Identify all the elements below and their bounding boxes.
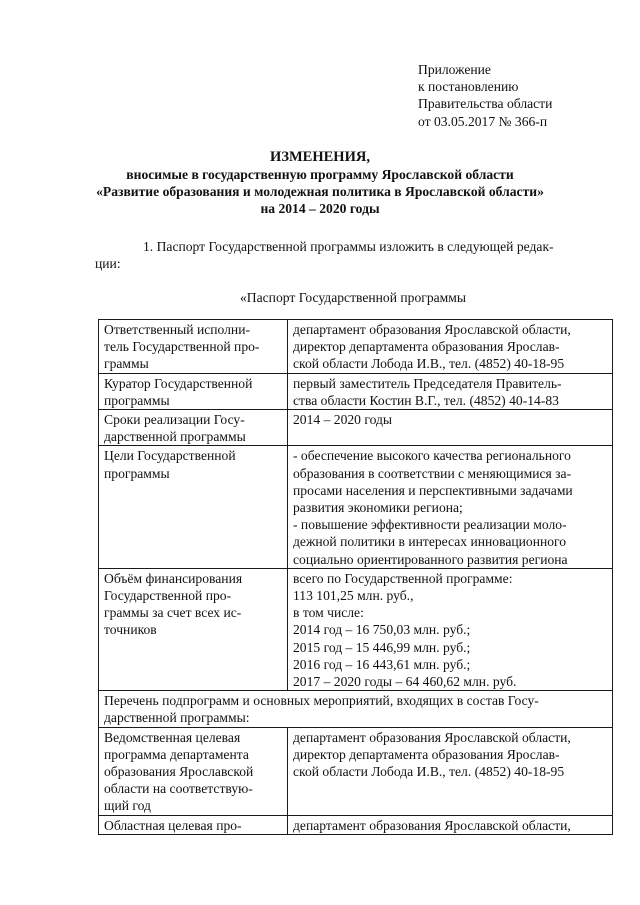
cell-line: департамент образования Ярославской области, xyxy=(293,729,571,745)
cell-line: ства области Костин В.Г., тел. (4852) 40-14-83 xyxy=(293,392,559,408)
table-row xyxy=(99,410,613,446)
table-row xyxy=(99,568,613,690)
row-value xyxy=(288,446,613,568)
cell-line: тель Государственной про- xyxy=(104,339,260,355)
appendix-block xyxy=(418,61,552,130)
cell-line: образования Ярославской xyxy=(104,764,254,780)
cell-line: 113 101,25 млн. руб., xyxy=(293,588,414,604)
row-label xyxy=(99,727,288,815)
cell-line: всего по Государственной программе: xyxy=(293,570,513,586)
intro-line: ции: xyxy=(95,256,121,272)
cell-line: развития экономики региона; xyxy=(293,500,463,516)
passport-title: «Паспорт Государственной программы xyxy=(239,290,467,305)
table-row xyxy=(99,727,613,815)
row-value xyxy=(288,373,613,409)
document-title xyxy=(95,149,545,218)
cell-line: Куратор Государственной xyxy=(104,375,253,391)
passport-table xyxy=(98,319,613,835)
table-row xyxy=(99,446,613,568)
cell-line: департамент образования Ярославской области, xyxy=(293,322,571,337)
cell-line: граммы xyxy=(104,356,149,372)
cell-line: - повышение эффективности реализации моло- xyxy=(293,517,567,533)
title-line: вносимые в государственную программу Ярославской области xyxy=(126,167,514,182)
cell-line: 2014 год – 16 750,03 млн. руб.; xyxy=(293,622,471,638)
table-row xyxy=(99,815,613,834)
cell-line: дарственной программы xyxy=(104,429,246,445)
cell-line: - обеспечение высокого качества регионального xyxy=(293,448,571,464)
cell-line: в том числе: xyxy=(293,605,364,621)
cell-line: программы xyxy=(104,392,170,408)
cell-line: 2017 – 2020 годы – 64 460,62 млн. руб. xyxy=(293,674,517,690)
row-value xyxy=(288,727,613,815)
section-header-cell xyxy=(99,691,613,727)
row-label xyxy=(99,568,288,690)
row-label xyxy=(99,373,288,409)
appendix-date: от 03.05.2017 № 366-п xyxy=(418,113,548,129)
cell-line: области на соответствую- xyxy=(104,781,253,797)
title-heading: ИЗМЕНЕНИЯ, xyxy=(270,149,370,165)
cell-line: ской области Лобода И.В., тел. (4852) 40-18-95 xyxy=(293,356,565,372)
cell-line: Государственной про- xyxy=(104,588,232,604)
cell-line: директор департамента образования Ярослав- xyxy=(293,339,560,355)
cell-line: директор департамента образования Ярослав- xyxy=(293,746,560,762)
title-line: «Развитие образования и молодежная политика в Ярославской области» xyxy=(96,184,544,200)
cell-line: дарственной программы: xyxy=(104,710,250,726)
cell-line: просами населения и перспективными задачами xyxy=(293,482,573,498)
cell-line: Ответственный исполни- xyxy=(104,322,250,337)
cell-line: Ведомственная целевая xyxy=(104,729,241,745)
cell-line: щий год xyxy=(104,798,151,814)
row-label xyxy=(99,815,288,834)
cell-line: программа департамента xyxy=(104,746,249,762)
cell-line: программы xyxy=(104,465,170,481)
cell-line: точников xyxy=(104,622,157,638)
row-value xyxy=(288,815,613,834)
appendix-line: к постановлению xyxy=(418,79,519,95)
table-section-header xyxy=(99,691,613,727)
cell-line: Объём финансирования xyxy=(104,570,243,586)
table-row xyxy=(99,373,613,409)
cell-line: 2015 год – 15 446,99 млн. руб.; xyxy=(293,639,471,655)
row-label xyxy=(99,446,288,568)
row-label xyxy=(99,320,288,374)
cell-line: 2014 – 2020 годы xyxy=(293,412,393,428)
cell-line: департамент образования Ярославской области, xyxy=(293,817,571,833)
cell-line: Перечень подпрограмм и основных мероприятий, входящих в состав Госу- xyxy=(104,693,539,709)
row-value xyxy=(288,410,613,446)
row-value xyxy=(288,320,613,374)
cell-line: образования в соответствии с меняющимися за- xyxy=(293,465,572,481)
table-row xyxy=(99,320,613,374)
appendix-line: Приложение xyxy=(418,62,491,77)
intro-paragraph xyxy=(95,238,611,272)
cell-line: Цели Государственной xyxy=(104,448,236,464)
intro-line: 1. Паспорт Государственной программы изложить в следующей редак- xyxy=(143,239,554,254)
cell-line: Областная целевая про- xyxy=(104,817,242,833)
cell-line: первый заместитель Председателя Правитель- xyxy=(293,375,562,391)
cell-line: граммы за счет всех ис- xyxy=(104,605,242,621)
row-value xyxy=(288,568,613,690)
cell-line: социально ориентированного развития региона xyxy=(293,551,568,567)
title-line: на 2014 – 2020 годы xyxy=(260,201,380,217)
cell-line: Сроки реализации Госу- xyxy=(104,412,245,428)
cell-line: дежной политики в интересах инновационного xyxy=(293,534,567,550)
cell-line: ской области Лобода И.В., тел. (4852) 40-18-95 xyxy=(293,764,565,780)
row-label xyxy=(99,410,288,446)
cell-line: 2016 год – 16 443,61 млн. руб.; xyxy=(293,656,471,672)
appendix-line: Правительства области xyxy=(418,96,553,112)
